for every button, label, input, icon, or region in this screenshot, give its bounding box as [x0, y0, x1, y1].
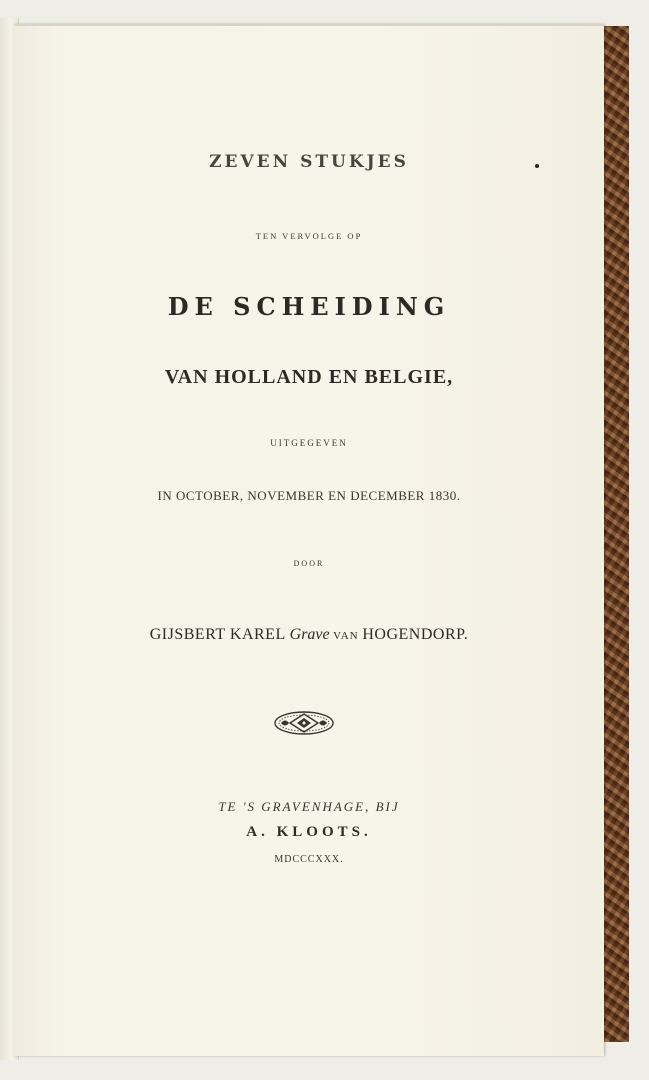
- title-line-zeven-stukjes: ZEVEN STUKJES: [209, 152, 409, 172]
- imprint-printer: A. KLOOTS.: [246, 824, 372, 840]
- author-line: [14, 626, 604, 644]
- title-line-door: DOOR: [293, 559, 325, 568]
- printers-ornament-icon: [273, 708, 335, 738]
- title-line-dates: IN OCTOBER, NOVEMBER EN DECEMBER 1830.: [157, 488, 461, 503]
- imprint-year: MDCCCXXX.: [274, 854, 344, 865]
- title-page: [14, 24, 604, 1056]
- title-line-de-scheiding: DE SCHEIDING: [167, 292, 451, 321]
- imprint-place: TE 'S GRAVENHAGE, BIJ: [218, 799, 400, 814]
- author-title-grave: Grave: [289, 626, 330, 643]
- title-line-uitgegeven: UITGEGEVEN: [270, 438, 348, 448]
- author-name-first: GIJSBERT KAREL: [149, 626, 290, 643]
- author-particle-van: VAN: [329, 630, 363, 642]
- title-line-ten-vervolge-op: TEN VERVOLGE OP: [255, 231, 363, 241]
- author-name-last: HOGENDORP.: [362, 626, 469, 643]
- title-line-holland-belgie: VAN HOLLAND EN BELGIE,: [164, 366, 454, 388]
